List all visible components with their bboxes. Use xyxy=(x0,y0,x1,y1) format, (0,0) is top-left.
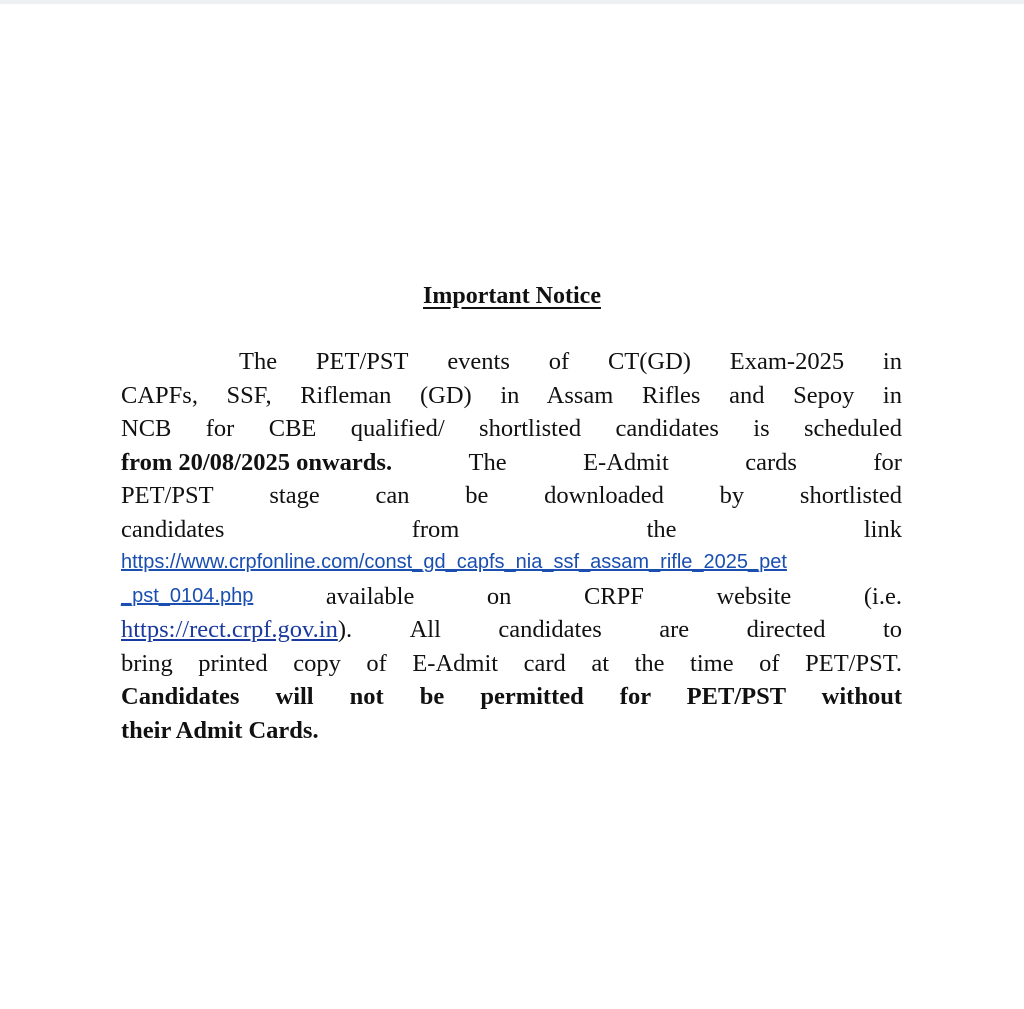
word: in xyxy=(882,348,902,375)
word: CT(GD) xyxy=(607,348,691,375)
line-2: CAPFs, SSF, Rifleman (GD) in Assam Rifles and Sepoy in xyxy=(121,381,902,409)
warning-line-2: their Admit Cards. xyxy=(121,716,319,744)
top-border xyxy=(0,0,1024,4)
word: link xyxy=(863,515,902,543)
word: of xyxy=(548,348,570,375)
word: on xyxy=(486,582,512,610)
word: CRPF xyxy=(583,582,644,610)
line-7 xyxy=(121,546,902,580)
line-6 xyxy=(121,513,902,547)
line-3: NCB for CBE qualified/ shortlisted candidates is scheduled xyxy=(121,415,902,442)
word: candidates xyxy=(121,515,225,543)
word: are xyxy=(659,616,690,643)
line-4 xyxy=(121,446,902,480)
word: downloaded xyxy=(544,482,664,509)
word: (i.e. xyxy=(863,582,902,610)
line-1 xyxy=(121,345,902,379)
word: shortlisted xyxy=(799,482,902,509)
word: to xyxy=(882,616,902,643)
crpf-website-link[interactable]: https://rect.crpf.gov.in xyxy=(121,616,338,643)
crpf-website-group xyxy=(121,613,352,647)
word: events xyxy=(447,348,510,375)
word: the xyxy=(646,515,677,543)
word: be xyxy=(465,482,489,509)
line-10: bring printed copy of E-Admit card at the time of PET/PST. xyxy=(121,649,902,677)
admit-card-link[interactable]: https://www.crpfonline.com/const_gd_capfs_nia_ssf_assam_rifle_2025_pet xyxy=(121,551,787,573)
word: from xyxy=(411,515,460,543)
word: stage xyxy=(269,482,320,509)
word: Exam-2025 xyxy=(729,348,845,375)
word: ). xyxy=(337,616,353,643)
word: PET/PST xyxy=(121,482,214,509)
line-8 xyxy=(121,580,902,614)
word: E-Admit xyxy=(583,448,669,476)
word: PET/PST xyxy=(315,348,409,375)
word: can xyxy=(375,482,410,509)
line-9 xyxy=(121,613,902,647)
word: cards xyxy=(745,448,797,476)
word: for xyxy=(873,448,902,476)
word: available xyxy=(325,582,415,610)
warning-line-1: Candidates will not be permitted for PET/PST without xyxy=(121,683,902,710)
notice-title: Important Notice xyxy=(423,283,601,309)
word: The xyxy=(468,448,507,476)
word: The xyxy=(239,348,278,375)
schedule-date-text: from 20/08/2025 onwards. xyxy=(121,448,393,476)
line-5 xyxy=(121,479,902,513)
admit-card-link-continued[interactable]: _pst_0104.php xyxy=(121,584,254,607)
word: website xyxy=(716,582,792,610)
word: candidates xyxy=(498,616,602,643)
word: by xyxy=(719,482,745,509)
notice-body xyxy=(121,345,902,747)
word: directed xyxy=(746,616,826,643)
word: All xyxy=(409,616,441,643)
